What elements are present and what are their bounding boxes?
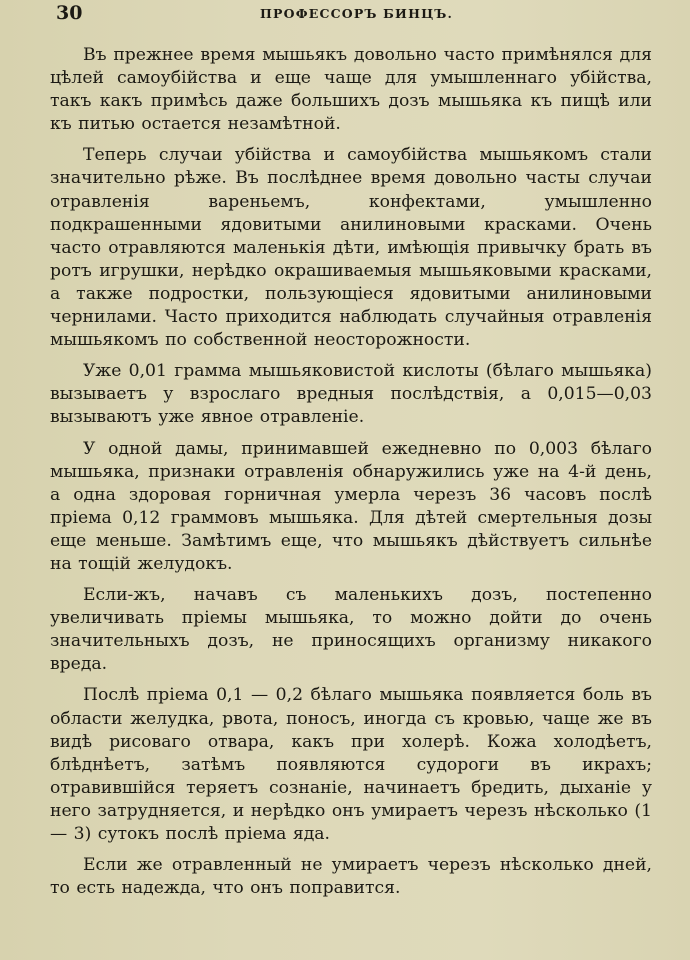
paragraph: У одной дамы, принимавшей ежедневно по 0,003 бѣлаго мышьяка, признаки отравленія обнаружились уже на 4-й день, а одна здоровая горничная умерла черезъ 36 часовъ послѣ пріема 0,12 граммовъ мышьяка. Для дѣтей смертельныя дозы еще меньше. Замѣтимъ еще, что мышьякъ дѣйствуетъ сильнѣе на тощій желудокъ. <box>50 438 652 574</box>
running-head: ПРОФЕССОРЪ БИНЦЪ. <box>260 6 454 21</box>
paragraph: Уже 0,01 грамма мышьяковистой кислоты (бѣлаго мышьяка) вызываетъ у взрослаго вредныя послѣдствія, а 0,015—0,03 вызываютъ уже явное отравленіе. <box>50 361 652 428</box>
paragraph: Теперь случаи убійства и самоубійства мышьякомъ стали значительно рѣже. Въ послѣднее время довольно часты случаи отравленія вареньемъ, конфектами, умышленно подкрашенными ядовитыми анилиновыми красками. Очень часто отравляются маленькія дѣти, имѣющія привычку брать въ ротъ игрушки, нерѣдко окрашиваемыя мышьяковыми красками, а также подростки, пользующіеся ядовитыми анилиновыми чернилами. Часто приходится наблюдать случайныя отравленія мышьякомъ по собственной неосторожности. <box>50 145 652 351</box>
paragraph: Въ прежнее время мышьякъ довольно часто примѣнялся для цѣлей самоубійства и еще чаще для умышленнаго убійства, такъ какъ примѣсь даже большихъ дозъ мышьяка къ пищѣ или къ питью остается незамѣтной. <box>50 45 652 135</box>
paragraph: Если же отравленный не умираетъ черезъ нѣсколько дней, то есть надежда, что онъ поправится. <box>50 855 652 899</box>
paragraph: Послѣ пріема 0,1 — 0,2 бѣлаго мышьяка появляется боль въ области желудка, рвота, поносъ, иногда съ кровью, чаще же въ видѣ рисоваго отвара, какъ при холерѣ. Кожа холодѣетъ, блѣднѣетъ, затѣмъ появляются судороги въ икрахъ; отравившійся теряетъ сознаніе, начинаетъ бредить, дыханіе у него затрудняется, и нерѣдко онъ умираетъ черезъ нѣсколько (1 — 3) сутокъ послѣ пріема яда. <box>50 685 652 844</box>
paragraph: Если-жъ, начавъ съ маленькихъ дозъ, постепенно увеличивать пріемы мышьяка, то можно дойти до очень значительныхъ дозъ, не приносящихъ организму никакого вреда. <box>50 585 652 675</box>
page-number: 30 <box>56 2 83 24</box>
page-header <box>50 0 652 44</box>
body-text <box>50 44 652 900</box>
